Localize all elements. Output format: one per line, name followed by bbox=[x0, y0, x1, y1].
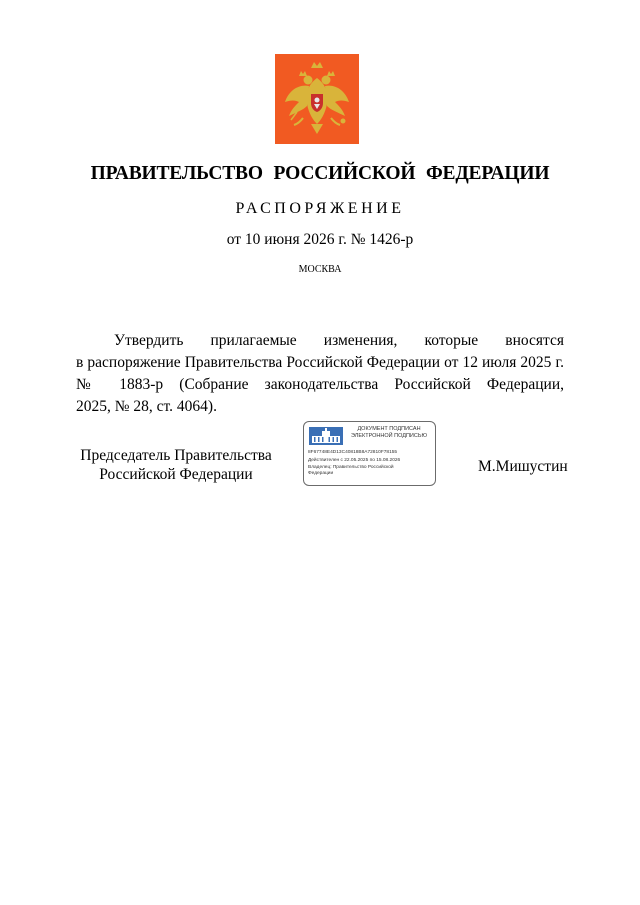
body-line: № 1883-р (Собрание законодательства Российской Федерации, bbox=[76, 376, 564, 393]
document-date-number: от 10 июня 2026 г. № 1426-р bbox=[226, 231, 414, 248]
document-body bbox=[76, 330, 564, 418]
signer-position-line: Российской Федерации bbox=[99, 466, 253, 483]
government-building-icon bbox=[309, 427, 343, 445]
document-type: РАСПОРЯЖЕНИЕ bbox=[235, 200, 405, 217]
stamp-heading bbox=[344, 426, 434, 440]
stamp-owner: Владелец: Правительство Российской bbox=[308, 465, 394, 470]
stamp-heading-line: ДОКУМЕНТ ПОДПИСАН bbox=[357, 426, 421, 432]
document-city: МОСКВА bbox=[298, 264, 342, 275]
government-title: ПРАВИТЕЛЬСТВО РОССИЙСКОЙ ФЕДЕРАЦИИ bbox=[90, 163, 550, 184]
signer-position-line: Председатель Правительства bbox=[80, 447, 272, 464]
stamp-certificate: 8F67748E4D13C40818B8A72810F78155 bbox=[308, 450, 398, 455]
stamp-heading-line: ЭЛЕКТРОННОЙ ПОДПИСЬЮ bbox=[350, 433, 428, 439]
signer-position bbox=[76, 446, 276, 484]
stamp-owner: Федерации bbox=[308, 471, 334, 476]
body-line: 2025, № 28, ст. 4064). bbox=[76, 398, 217, 415]
signer-name: М.Мишустин bbox=[478, 458, 568, 475]
electronic-signature-stamp bbox=[303, 421, 436, 486]
body-line: в распоряжение Правительства Российской Федерации от 12 июля 2025 г. bbox=[76, 354, 564, 371]
stamp-validity: Действителен с 22.05.2025 по 15.08.2026 bbox=[308, 458, 401, 463]
body-line: Утвердить прилагаемые изменения, которые вносятся bbox=[114, 332, 564, 349]
coat-of-arms-icon bbox=[275, 54, 359, 144]
